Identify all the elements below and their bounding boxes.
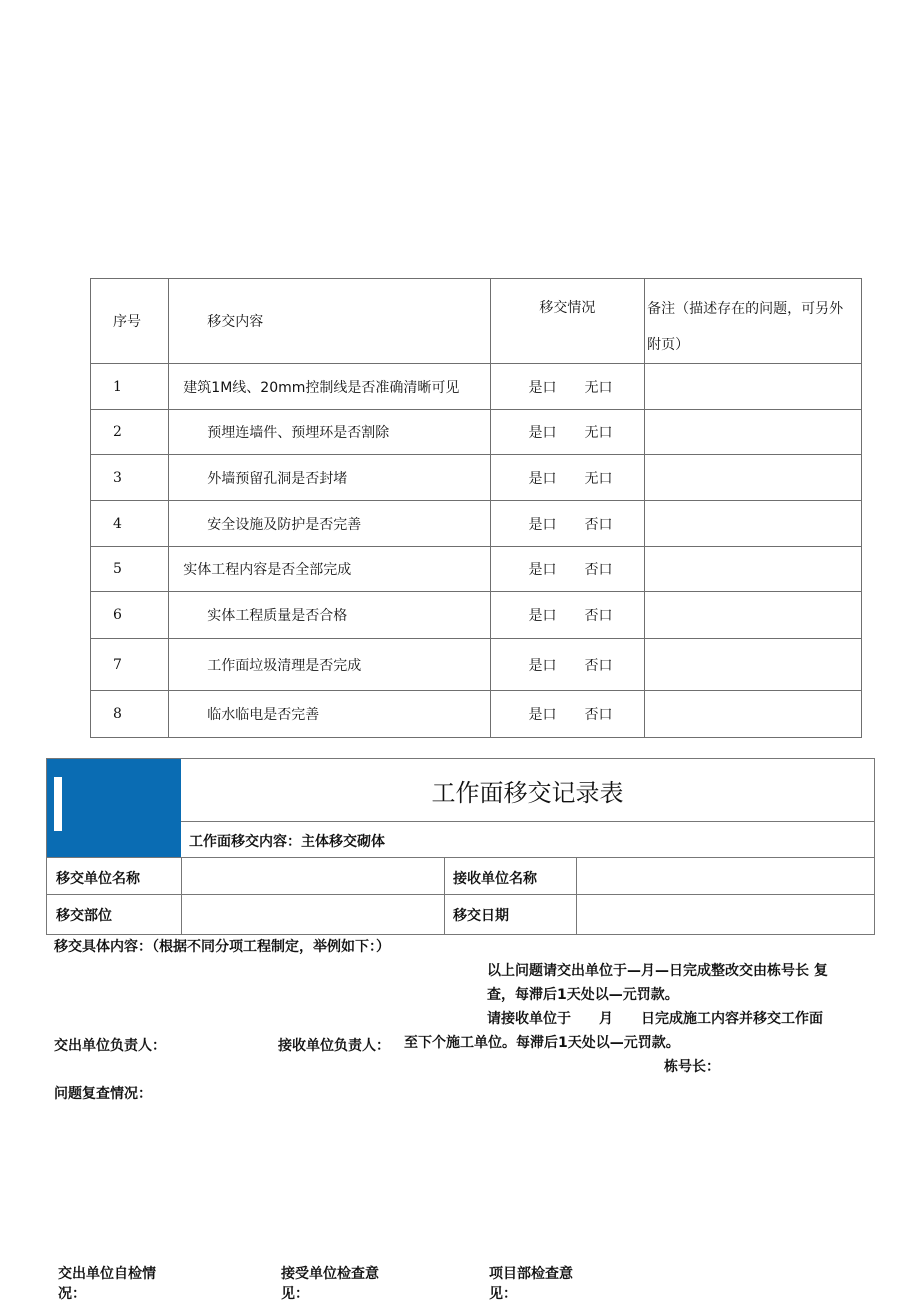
table-row (91, 592, 862, 639)
no-checkbox[interactable]: 否口 (584, 657, 613, 674)
row-note[interactable] (645, 547, 862, 592)
row-content: 外墙预留孔洞是否封堵 (169, 455, 490, 501)
row-number: 5 (91, 547, 169, 592)
notice-line-3: 请接收单位于 月 日完成施工内容并移交工作面 (487, 1011, 823, 1027)
yes-checkbox[interactable]: 是口 (528, 516, 557, 533)
notice-line-4: 至下个施工单位。每滞后1天处以—元罚款。 (404, 1035, 680, 1051)
table-row (91, 501, 862, 547)
logo-block (47, 759, 181, 857)
row-number: 4 (91, 501, 169, 547)
row-content: 实体工程内容是否全部完成 (169, 547, 490, 592)
logo-bar-icon (54, 777, 62, 831)
row-content: 安全设施及防护是否完善 (169, 501, 490, 547)
divider (181, 821, 874, 822)
handover-unit-label: 移交单位名称 (56, 871, 140, 887)
yes-checkbox[interactable]: 是口 (528, 608, 557, 624)
handover-location-label: 移交部位 (56, 908, 112, 924)
row-number: 8 (91, 691, 169, 738)
header-status: 移交情况 (490, 279, 645, 364)
yes-checkbox[interactable]: 是口 (528, 562, 557, 578)
table-header-row (91, 279, 862, 364)
specific-content-label: 移交具体内容：（根据不同分项工程制定，举例如下：） (54, 939, 390, 955)
divider (47, 857, 874, 858)
form-title: 工作面移交记录表 (431, 778, 624, 807)
table-row (91, 639, 862, 691)
yes-checkbox[interactable]: 是口 (528, 657, 557, 674)
handover-responsible-label: 交出单位负责人： (54, 1038, 166, 1054)
header-seq: 序号 (91, 279, 169, 364)
row-note[interactable] (645, 592, 862, 639)
row-status (490, 364, 645, 410)
no-checkbox[interactable]: 否口 (584, 608, 613, 624)
row-status (490, 547, 645, 592)
header-note: 备注（描述存在的问题，可另外附页） (645, 279, 862, 364)
handover-unit-input[interactable] (183, 859, 442, 892)
no-checkbox[interactable]: 无口 (584, 379, 613, 396)
building-manager-label: 栋号长： (664, 1059, 720, 1075)
header-content: 移交内容 (169, 279, 490, 364)
receiver-check-label-line1: 接受单位检查意 (281, 1266, 379, 1282)
row-content: 临水临电是否完善 (169, 691, 490, 738)
row-content: 预埋连墙件、预埋环是否割除 (169, 410, 490, 455)
divider (576, 857, 577, 934)
table-row (91, 691, 862, 738)
row-number: 3 (91, 455, 169, 501)
table-row (91, 364, 862, 410)
row-content: 工作面垃圾清理是否完成 (169, 639, 490, 691)
divider (444, 857, 445, 934)
row-number: 2 (91, 410, 169, 455)
divider (181, 857, 182, 934)
table-row (91, 410, 862, 455)
handover-date-label: 移交日期 (453, 908, 509, 924)
checklist-table (90, 278, 862, 738)
row-status (490, 639, 645, 691)
row-content: 建筑1M线、20mm控制线是否准确清晰可见 (169, 364, 490, 410)
receive-unit-input[interactable] (578, 859, 872, 892)
notice-line-1: 以上问题请交出单位于—月—日完成整改交由栋号长 复 (487, 963, 828, 979)
row-note[interactable] (645, 691, 862, 738)
self-check-label-line2: 况： (58, 1286, 86, 1302)
yes-checkbox[interactable]: 是口 (528, 707, 557, 723)
no-checkbox[interactable]: 否口 (584, 516, 613, 533)
project-check-label-line2: 见： (489, 1286, 517, 1302)
handover-location-input[interactable] (183, 896, 442, 932)
row-status (490, 410, 645, 455)
row-note[interactable] (645, 639, 862, 691)
row-status (490, 455, 645, 501)
table-row (91, 455, 862, 501)
yes-checkbox[interactable]: 是口 (528, 470, 557, 487)
review-status-label: 问题复查情况： (54, 1086, 152, 1102)
row-note[interactable] (645, 455, 862, 501)
row-content: 实体工程质量是否合格 (169, 592, 490, 639)
row-number: 6 (91, 592, 169, 639)
receiver-responsible-label: 接收单位负责人： (278, 1038, 390, 1054)
yes-checkbox[interactable]: 是口 (528, 425, 557, 441)
no-checkbox[interactable]: 无口 (584, 470, 613, 487)
row-note[interactable] (645, 501, 862, 547)
no-checkbox[interactable]: 否口 (584, 707, 613, 723)
receive-unit-label: 接收单位名称 (453, 871, 537, 887)
no-checkbox[interactable]: 无口 (584, 425, 613, 441)
handover-date-input[interactable] (578, 896, 872, 932)
row-number: 1 (91, 364, 169, 410)
no-checkbox[interactable]: 否口 (584, 562, 613, 578)
yes-checkbox[interactable]: 是口 (528, 379, 557, 396)
row-note[interactable] (645, 410, 862, 455)
work-content-line: 工作面移交内容：主体移交砌体 (189, 834, 385, 850)
project-check-label-line1: 项目部检查意 (489, 1266, 573, 1282)
table-row (91, 547, 862, 592)
row-status (490, 501, 645, 547)
divider (47, 894, 874, 895)
row-status (490, 592, 645, 639)
row-status (490, 691, 645, 738)
self-check-label-line1: 交出单位自检情 (58, 1266, 156, 1282)
row-number: 7 (91, 639, 169, 691)
record-form (46, 758, 875, 935)
receiver-check-label-line2: 见： (281, 1286, 309, 1302)
row-note[interactable] (645, 364, 862, 410)
notice-line-2: 查，每滞后1天处以—元罚款。 (487, 987, 679, 1003)
